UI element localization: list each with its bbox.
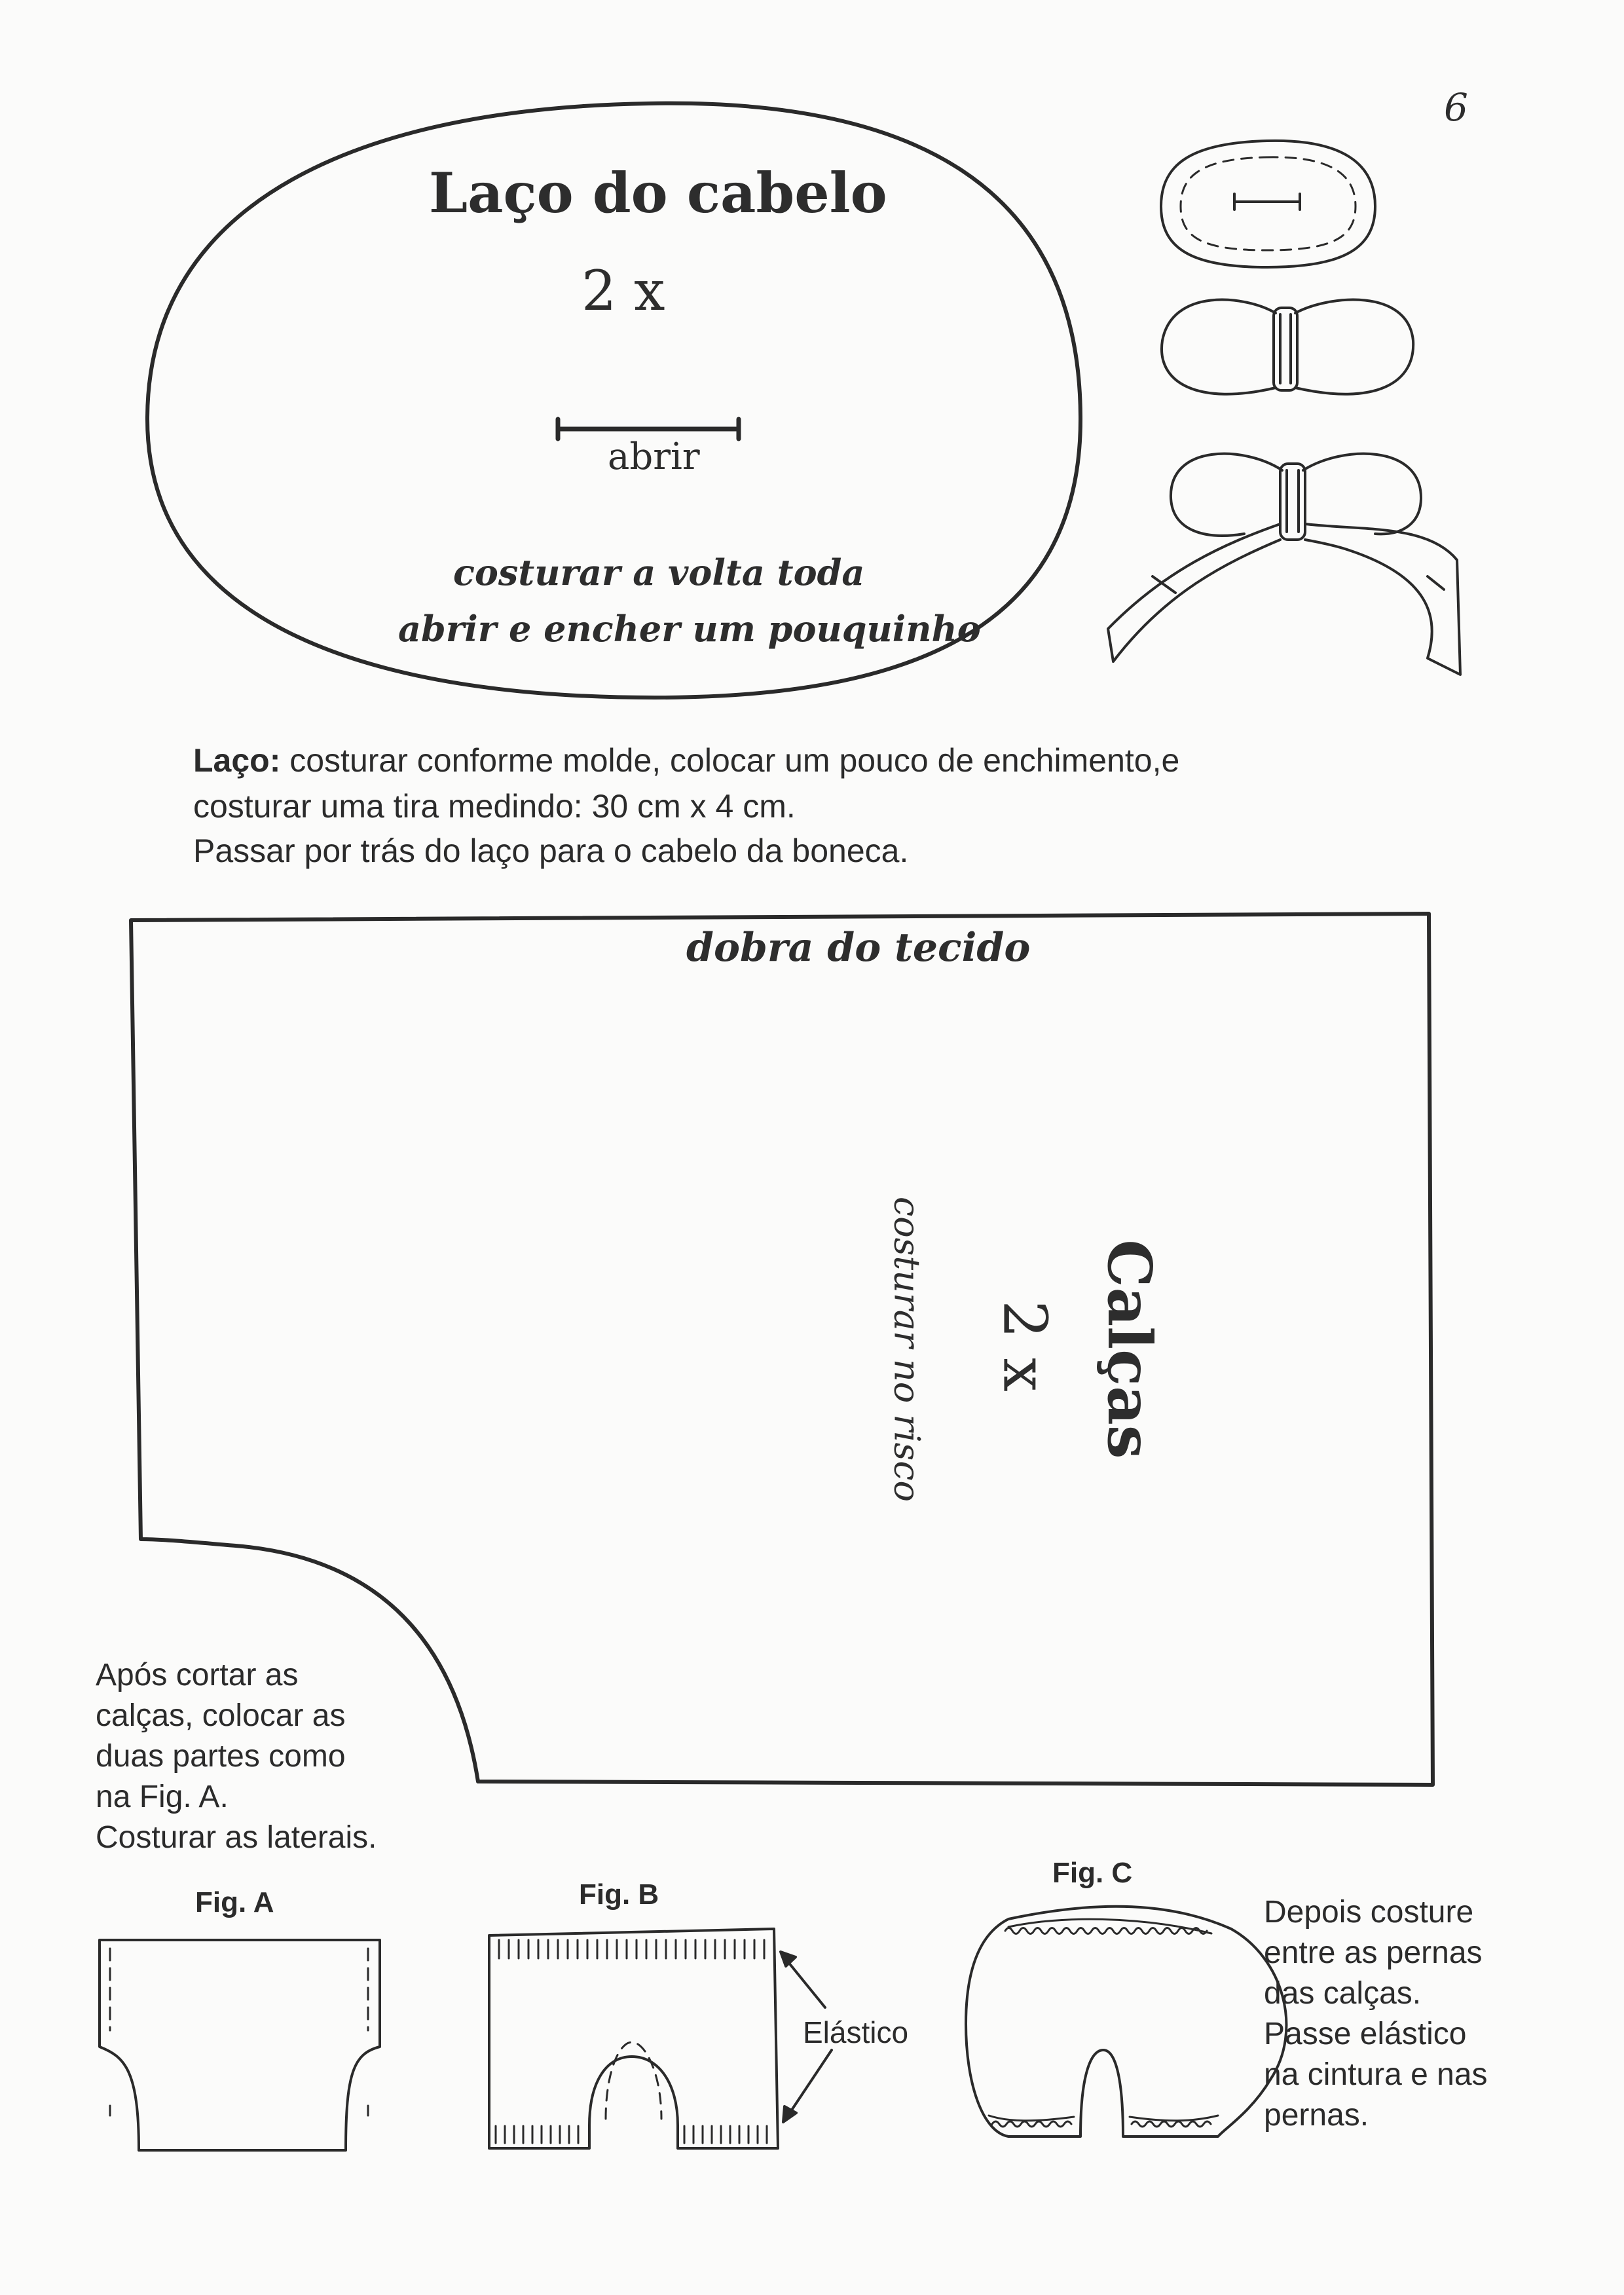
pants-template-quantity: 2 x (989, 1300, 1060, 1392)
bow-instructions-line1 (193, 741, 1179, 779)
bow-step-2-figure (1162, 300, 1413, 394)
fig-b-caption: Fig. B (579, 1878, 659, 1911)
pants-template-title: Calças (1094, 1239, 1165, 1459)
fig-b-drawing (489, 1929, 832, 2148)
elastic-wave (1132, 2121, 1211, 2127)
pants-template-outline (131, 914, 1433, 1785)
bow-instructions-line3: Passar por trás do laço para o cabelo da boneca. (193, 832, 909, 869)
assembly-note-line2: calças, colocar as (96, 1698, 346, 1733)
assembly-note-line5: Costurar as laterais. (96, 1820, 377, 1855)
assembly-note-line1: Após cortar as (96, 1658, 299, 1692)
opening-label: abrir (608, 436, 700, 478)
bow-step-1-figure (1161, 141, 1375, 267)
bow-instructions-line2: costurar uma tira medindo: 30 cm x 4 cm. (193, 788, 796, 825)
bow-template-quantity: 2 x (581, 259, 665, 323)
fig-a-drawing (100, 1940, 380, 2150)
pants-seam-note: costurar no risco (886, 1197, 928, 1502)
bow-template-note-line1: costurar a volta toda (453, 551, 865, 593)
elastic-label: Elástico (803, 2015, 909, 2049)
final-note-line5: na cintura e nas (1264, 2057, 1488, 2092)
final-note-line4: Passe elástico (1264, 2017, 1467, 2051)
fold-label: dobra do tecido (686, 925, 1031, 971)
bow-instructions-label: Laço: (193, 742, 281, 779)
final-note-line1: Depois costure (1264, 1895, 1474, 1930)
assembly-note-line3: duas partes como (96, 1739, 346, 1774)
elastic-gathers (496, 1940, 767, 2143)
final-note-line2: entre as pernas (1264, 1935, 1483, 1970)
elastic-waves (992, 1928, 1211, 2127)
page-number: 6 (1444, 85, 1468, 130)
bow-template-note-line2: abrir e encher um pouquinho (398, 608, 981, 650)
elastic-wave (992, 2121, 1071, 2127)
bow-instructions-line1-text: costurar conforme molde, colocar um pouco de enchimento,e (280, 742, 1180, 779)
fig-a-caption: Fig. A (195, 1886, 274, 1918)
assembly-note-line4: na Fig. A. (96, 1780, 229, 1814)
bow-step-3-figure (1108, 454, 1460, 675)
fig-c-drawing (966, 1907, 1286, 2136)
final-note-line3: das calças. (1264, 1976, 1422, 2011)
elastic-wave (1005, 1928, 1207, 1934)
bow-template-title: Laço do cabelo (429, 160, 887, 225)
fig-c-caption: Fig. C (1052, 1857, 1133, 1889)
final-note-line6: pernas. (1264, 2098, 1369, 2133)
